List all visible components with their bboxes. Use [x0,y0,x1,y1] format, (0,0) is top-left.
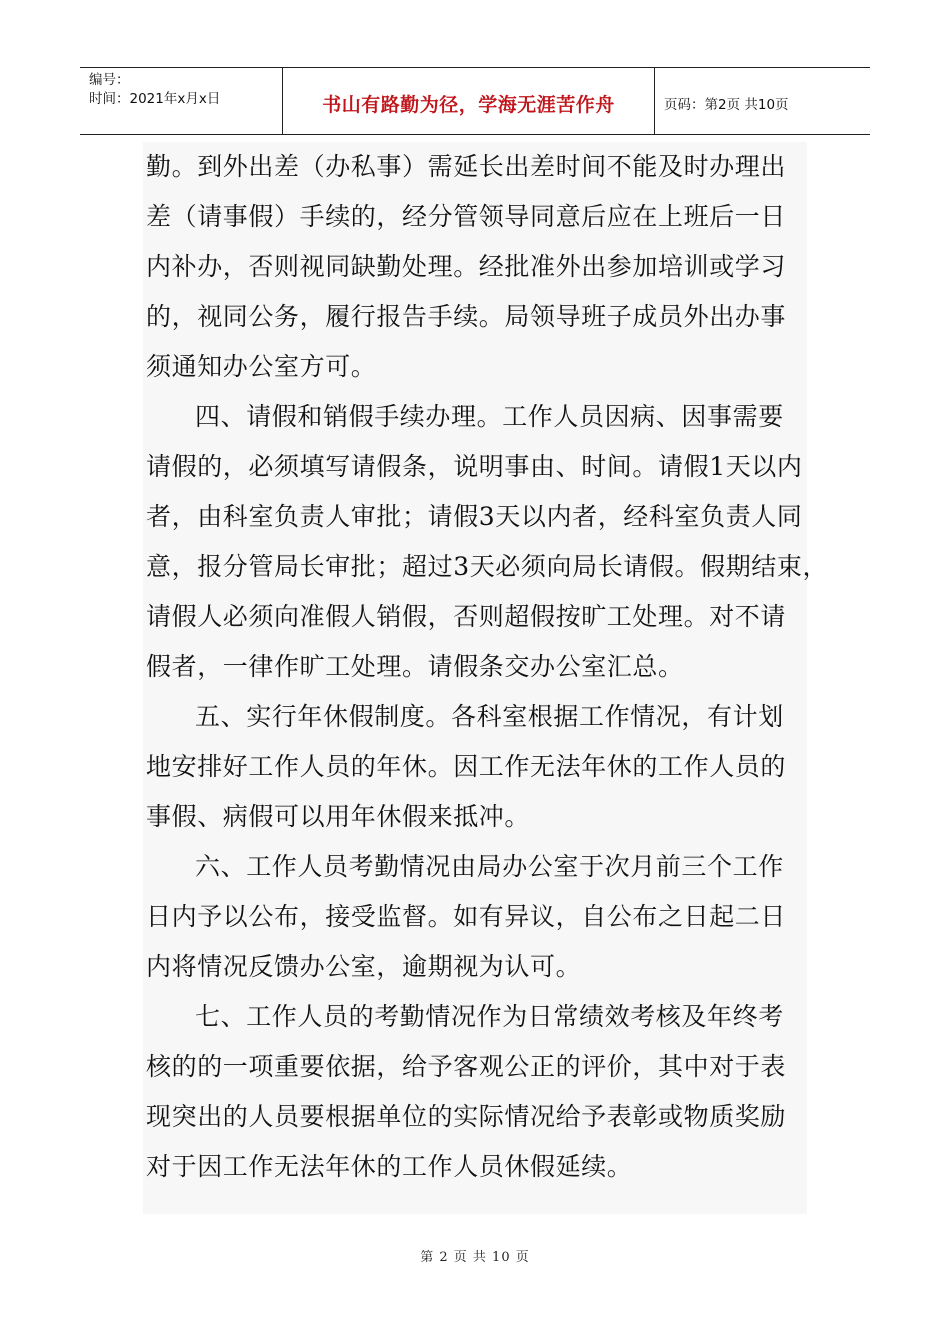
body-line: 现突出的人员要根据单位的实际情况给予表彰或物质奖励 [146,1102,787,1131]
body-line: 勤。到外出差（办私事）需延长出差时间不能及时办理出 [146,152,787,181]
header-page-info: 页码：第2页 共10页 [664,97,789,113]
body-line: 意，报分管局长审批；超过3天必须向局长请假。假期结束， [146,552,829,581]
body-line: 请假人必须向准假人销假，否则超假按旷工处理。对不请 [146,602,787,631]
body-line: 的，视同公务，履行报告手续。局领导班子成员外出办事 [146,302,787,331]
document-body [143,142,829,1214]
body-line: 六、工作人员考勤情况由局办公室于次月前三个工作 [195,852,784,881]
body-line: 内将情况反馈办公室，逾期视为认可。 [146,952,582,981]
header-meta [80,68,283,134]
body-line: 四、请假和销假手续办理。工作人员因病、因事需要 [195,402,784,431]
header-motto-cell [283,68,655,134]
body-line: 核的的一项重要依据，给予客观公正的评价，其中对于表 [146,1052,787,1081]
body-line: 假者，一律作旷工处理。请假条交办公室汇总。 [146,652,684,681]
header-motto: 书山有路勤为径，学海无涯苦作舟 [322,93,615,116]
page-header [80,67,870,135]
doc-date-label: 时间：2021年x月x日 [89,91,221,107]
body-line: 差（请事假）手续的，经分管领导同意后应在上班后一日 [146,202,787,231]
body-line: 七、工作人员的考勤情况作为日常绩效考核及年终考 [195,1002,784,1031]
body-line: 日内予以公布，接受监督。如有异议，自公布之日起二日 [146,902,787,931]
body-line: 对于因工作无法年休的工作人员休假延续。 [146,1152,633,1181]
page-footer: 第 2 页 共 10 页 [420,1250,530,1265]
body-line: 须通知办公室方可。 [146,352,377,381]
body-line: 请假的，必须填写请假条，说明事由、时间。请假1天以内 [146,452,803,481]
header-page-cell [655,68,870,134]
body-line: 内补办，否则视同缺勤处理。经批准外出参加培训或学习 [146,252,787,281]
body-line: 五、实行年休假制度。各科室根据工作情况，有计划 [195,702,784,731]
body-line: 地安排好工作人员的年休。因工作无法年休的工作人员的 [146,752,787,781]
doc-number-label: 编号： [89,72,130,88]
body-line: 者，由科室负责人审批；请假3天以内者，经科室负责人同 [146,502,803,531]
body-line: 事假、病假可以用年休假来抵冲。 [146,802,531,831]
